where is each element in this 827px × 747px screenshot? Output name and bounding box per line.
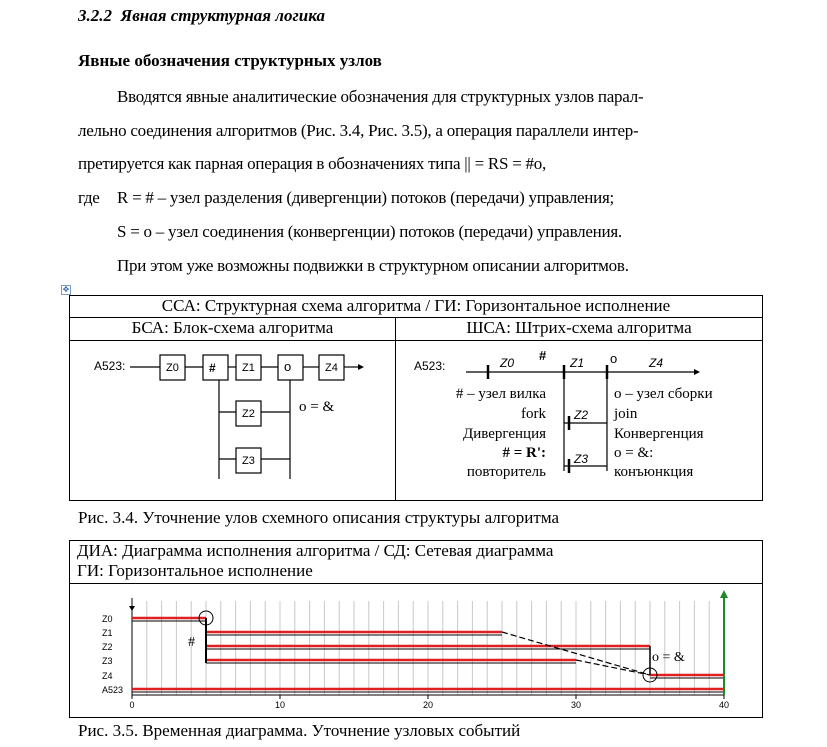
shsa-fork-label: #	[539, 348, 547, 363]
section-title-text: Явная структурная логика	[120, 6, 325, 25]
block-z2-label: Z2	[242, 408, 255, 420]
start-arrow-head	[129, 606, 135, 611]
row-label: Z2	[102, 642, 113, 652]
paragraph-line: При этом уже возможны подвижки в структурном описании алгоритмов.	[117, 256, 629, 275]
table-move-handle-icon[interactable]: ✥	[62, 285, 70, 294]
row-label: Z4	[102, 671, 113, 681]
join-dash-z3	[576, 660, 650, 675]
table2-header-line1: ДИА: Диаграмма исполнения алгоритма / СД: Сетевая диаграмма	[77, 541, 554, 560]
block-z1-label: Z1	[242, 362, 255, 374]
block-z3-label: Z3	[242, 455, 255, 467]
stroke-diagram	[396, 341, 762, 495]
shsa-z0-label: Z0	[500, 356, 515, 370]
x-tick-label: 20	[422, 700, 434, 710]
shsa-left-note: # – узел вилка	[455, 386, 546, 402]
shsa-right-note: конъюнкция	[614, 464, 694, 480]
timing-diagram-cell	[70, 584, 763, 718]
shsa-label: A523:	[414, 359, 446, 373]
block-join-label: o	[284, 359, 292, 374]
row-label: A523	[102, 685, 124, 695]
block-z4-label: Z4	[325, 362, 338, 374]
bsa-label: A523:	[94, 359, 126, 373]
shsa-left-note: fork	[521, 406, 546, 422]
paragraph-where: где	[78, 188, 100, 207]
figure-3-4-table	[69, 295, 763, 501]
row-label: Z0	[102, 614, 113, 624]
subsection-title: Явные обозначения структурных узлов	[78, 51, 382, 70]
shsa-right-note: o – узел сборки	[614, 386, 713, 402]
shsa-diagram-cell	[396, 341, 763, 501]
paragraph-line: S = o – узел соединения (конвергенции) потоков (передачи) управления.	[117, 222, 622, 241]
shsa-z1-label: Z1	[570, 356, 585, 370]
x-tick-label: 10	[274, 700, 286, 710]
table2-header	[70, 541, 763, 584]
fork-symbol: #	[188, 635, 195, 650]
shsa-z3-label: Z3	[574, 452, 589, 466]
bsa-note: o = &	[299, 399, 335, 415]
table1-col1-header: БСА: Блок-схема алгоритма	[70, 318, 396, 341]
block-diagram	[70, 341, 395, 495]
row-label: Z3	[102, 656, 113, 666]
paragraph-line: лельно соединения алгоритмов (Рис. 3.4, Рис. 3.5), а операция параллели интер-	[78, 121, 639, 140]
section-title	[78, 6, 325, 26]
shsa-right-note: o = &:	[614, 445, 654, 461]
x-tick-label: 40	[718, 700, 730, 710]
shsa-left-note: Дивергенция	[462, 426, 546, 442]
bsa-diagram-cell	[70, 341, 396, 501]
paragraph-line: претируется как парная операция в обозначениях типа || = RS = #o,	[78, 154, 547, 173]
figure-3-4-caption: Рис. 3.4. Уточнение улов схемного описания структуры алгоритма	[78, 508, 560, 527]
table1-header: ССА: Структурная схема алгоритма / ГИ: Горизонтальное исполнение	[70, 296, 763, 318]
shsa-left-note: повторитель	[466, 464, 546, 480]
paragraph-line: Вводятся явные аналитические обозначения для структурных узлов парал-	[117, 87, 644, 106]
x-tick-label: 0	[129, 700, 135, 710]
shsa-z4-label: Z4	[649, 356, 664, 370]
section-number: 3.2.2	[78, 6, 112, 25]
shsa-z2-label: Z2	[574, 408, 589, 422]
shsa-right-note: Конвергенция	[614, 426, 704, 442]
x-tick-label: 30	[570, 700, 582, 710]
shsa-right-note: join	[614, 406, 638, 422]
end-arrow-head	[720, 590, 728, 598]
paragraph-line: R = # – узел разделения (дивергенции) потоков (передачи) управления;	[117, 188, 615, 207]
join-note: o = &	[652, 650, 685, 665]
block-fork-label: #	[209, 361, 216, 375]
figure-3-5-caption: Рис. 3.5. Временная диаграмма. Уточнение узловых событий	[78, 721, 521, 740]
shsa-join-label: o	[610, 351, 618, 366]
row-label: Z1	[102, 628, 113, 638]
timing-diagram	[70, 584, 762, 712]
block-z0-label: Z0	[166, 362, 179, 374]
table1-col2-header: ШСА: Штрих-схема алгоритма	[396, 318, 763, 341]
table2-header-line2: ГИ: Горизонтальное исполнение	[77, 561, 313, 580]
shsa-left-note: # = R':	[502, 445, 546, 461]
figure-3-5-table	[69, 540, 763, 718]
